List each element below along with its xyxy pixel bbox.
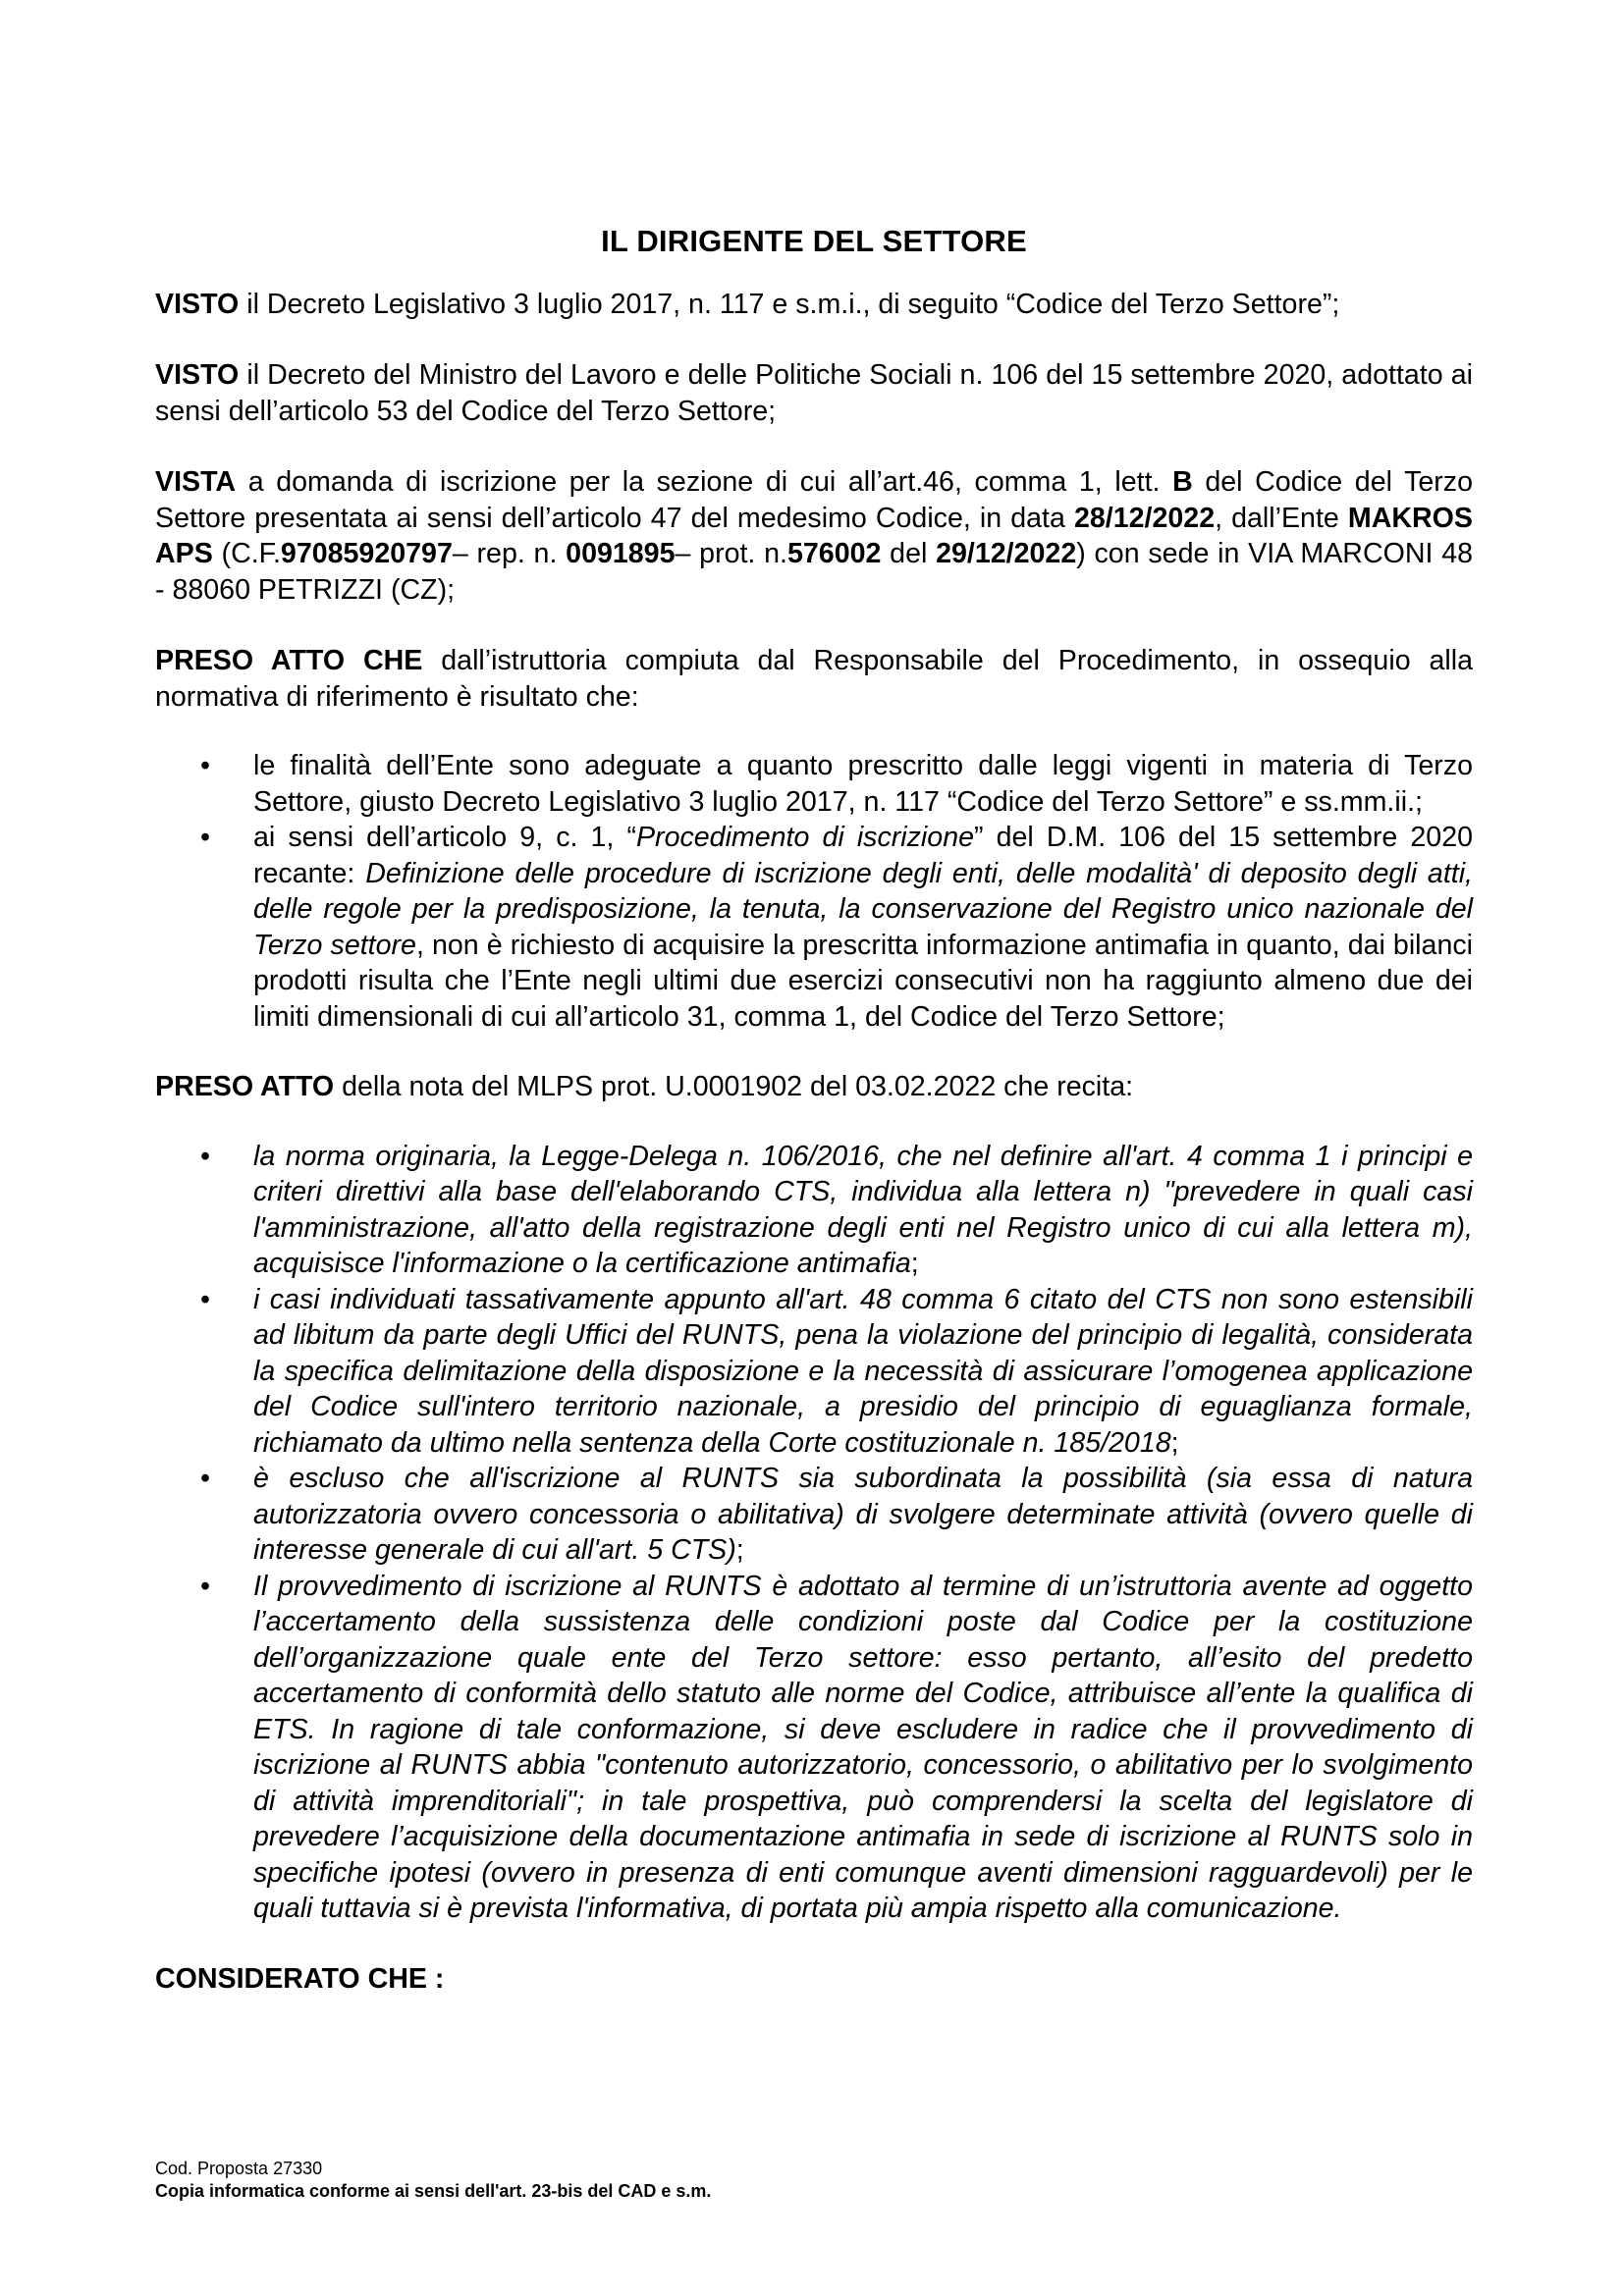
list-item (155, 1282, 1473, 1462)
visto-decreto-ministro (155, 357, 1473, 429)
bullet-icon: • (200, 1570, 211, 1602)
vista-text: – prot. n. (675, 538, 787, 569)
vista-domanda (155, 464, 1473, 608)
keyword-preso-atto-che: PRESO ATTO CHE (155, 645, 423, 676)
vista-text: del (881, 538, 937, 569)
list-item-text: le finalità dell’Ente sono adeguate a quanto prescritto dalle leggi vigenti in materia di Terzo Settore, giusto Decreto Legislativo 3 luglio 2017, n. 117 “Codice del Terzo Settore” e ss.mm.ii.; (253, 750, 1473, 818)
list-item (155, 1461, 1473, 1569)
codice-fiscale: 97085920797 (280, 538, 453, 569)
preso-atto-text: dall’istruttoria compiuta dal Responsabile del Procedimento, in ossequio alla normativa di riferimento è risultato che: (155, 645, 1473, 713)
page-title: IL DIRIGENTE DEL SETTORE (601, 224, 1027, 258)
list-item-text: ai sensi dell’articolo 9, c. 1, “ (253, 822, 636, 853)
list-item-italic: Procedimento di iscrizione (635, 822, 974, 853)
page-footer (155, 2158, 711, 2203)
list-item-italic: i casi individuati tassativamente appunto all'art. 48 comma 6 citato del CTS non sono estensibili ad libitum da parte degli Uffici del RUNTS, pena la violazione del principio di legalità, considerata la specifica delimitazione della disposizione e la necessità di assicurare l’omogenea applicazione del Codice sull'intero territorio nazionale, a presidio del principio di eguaglianza formale, richiamato da ultimo nella sentenza della Corte costituzionale n. 185/2018 (253, 1283, 1473, 1459)
bullet-icon: • (200, 1140, 211, 1172)
vista-text: ) con sede in VIA MARCONI 48 - 88060 PETRIZZI (CZ); (155, 538, 1474, 606)
domanda-date: 28/12/2022 (1073, 502, 1216, 534)
document-body (155, 224, 1473, 2032)
vista-text: del Codice del Terzo Settore presentata ai sensi dell’articolo 47 del medesimo Codice, in data (155, 466, 1473, 534)
list-item (155, 748, 1473, 820)
footer-proposal-code: Cod. Proposta 27330 (155, 2159, 323, 2178)
keyword-visto: VISTO (155, 288, 240, 320)
list-item-text: ” del D.M. 106 del 15 settembre 2020 recante: (253, 822, 1474, 889)
bullet-icon: • (200, 750, 211, 781)
ente-name: MAKROS APS (155, 502, 1473, 569)
bullet-icon: • (200, 1463, 211, 1494)
repertorio-number: 0091895 (566, 538, 676, 569)
protocollo-number: 576002 (787, 538, 882, 569)
keyword-visto: VISTO (155, 359, 240, 391)
list-item-italic: Il provvedimento di iscrizione al RUNTS è adottato al termine di un’istruttoria avente ad oggetto l’accertamento della sussistenza delle condizioni poste dal Codice per la costituzione dell’organizzazione quale ente del Terzo settore: esso pertanto, all’esito del predetto accertamento di conformità dello statuto alle norme del Codice, attribuisce all’ente la qualifica di ETS. In ragione di tale conformazione, si deve escludere in radice che il provvedimento di iscrizione al RUNTS abbia "contenuto autorizzatorio, concessorio, o abilitativo per lo svolgimento di attività imprenditoriali"; in tale prospettiva, può comprendersi la scelta del legislatore di prevedere l’acquisizione della documentazione antimafia in sede di iscrizione al RUNTS solo in specifiche ipotesi (ovvero in presenza di enti comunque aventi dimensioni ragguardevoli) per le quali tuttavia si è prevista l'informativa, di portata più ampia rispetto alla comunicazione. (253, 1570, 1473, 1924)
list-item-italic: è escluso che all'iscrizione al RUNTS sia subordinata la possibilità (sia essa di natura autorizzatoria ovvero concessoria o abilitativa) di svolgere determinate attività (ovvero quelle di interesse generale di cui all'art. 5 CTS) (253, 1463, 1473, 1566)
list-item-text: ; (1170, 1426, 1179, 1459)
sezione-letter: B (1172, 466, 1193, 498)
list-item-text: ; (910, 1248, 919, 1279)
keyword-vista: VISTA (155, 466, 237, 498)
list-item (155, 820, 1473, 1035)
nota-quotation-list (155, 1139, 1473, 1927)
considerato-heading (155, 1961, 1473, 1998)
vista-text: – rep. n. (452, 538, 567, 569)
bullet-icon: • (200, 822, 211, 853)
list-item-text: ; (735, 1534, 744, 1566)
istruttoria-findings-list (155, 748, 1473, 1035)
preso-atto-istruttoria (155, 643, 1473, 715)
preso-atto-text: della nota del MLPS prot. U.0001902 del 03.02.2022 che recita: (334, 1071, 1134, 1102)
list-item-italic: la norma originaria, la Legge-Delega n. 106/2016, che nel definire all'art. 4 comma 1 i principi e criteri direttivi alla base dell'elaborando CTS, individua alla lettera n) "prevedere in quali casi l'amministrazione, all'atto della registrazione degli enti nel Registro unico di cui alla lettera m), acquisisce l'informazione o la certificazione antimafia (253, 1140, 1473, 1279)
keyword-preso-atto: PRESO ATTO (155, 1071, 335, 1102)
footer-conformity-note: Copia informatica conforme ai sensi dell'art. 23-bis del CAD e s.m. (155, 2181, 712, 2201)
vista-text: , dall’Ente (1215, 502, 1348, 534)
visto-decreto-legislativo (155, 287, 1473, 323)
list-item (155, 1139, 1473, 1282)
list-item (155, 1569, 1473, 1927)
protocollo-date: 29/12/2022 (936, 538, 1077, 569)
vista-text: a domanda di iscrizione per la sezione di cui all’art.46, comma 1, lett. (236, 466, 1173, 498)
visto-text: il Decreto del Ministro del Lavoro e delle Politiche Sociali n. 106 del 15 settembre 2020, adottato ai sensi dell’articolo 53 del Codice del Terzo Settore; (155, 359, 1473, 427)
preso-atto-nota (155, 1069, 1473, 1105)
bullet-icon: • (200, 1283, 211, 1315)
list-item-italic: Definizione delle procedure di iscrizione degli enti, delle modalità' di deposito degli atti, delle regole per la predisposizione, la tenuta, la conservazione del Registro unico nazionale del Terzo settore (253, 857, 1474, 961)
visto-text: il Decreto Legislativo 3 luglio 2017, n. 117 e s.m.i., di seguito “Codice del Terzo Settore”; (239, 288, 1340, 320)
vista-text: (C.F. (212, 538, 281, 569)
list-item-text: , non è richiesto di acquisire la prescritta informazione antimafia in quanto, dai bilanci prodotti risulta che l’Ente negli ultimi due esercizi consecutivi non ha raggiunto almeno due dei limiti dimensionali di cui all’articolo 31, comma 1, del Codice del Terzo Settore; (253, 929, 1473, 1033)
keyword-considerato-che: CONSIDERATO CHE : (155, 1962, 445, 1995)
